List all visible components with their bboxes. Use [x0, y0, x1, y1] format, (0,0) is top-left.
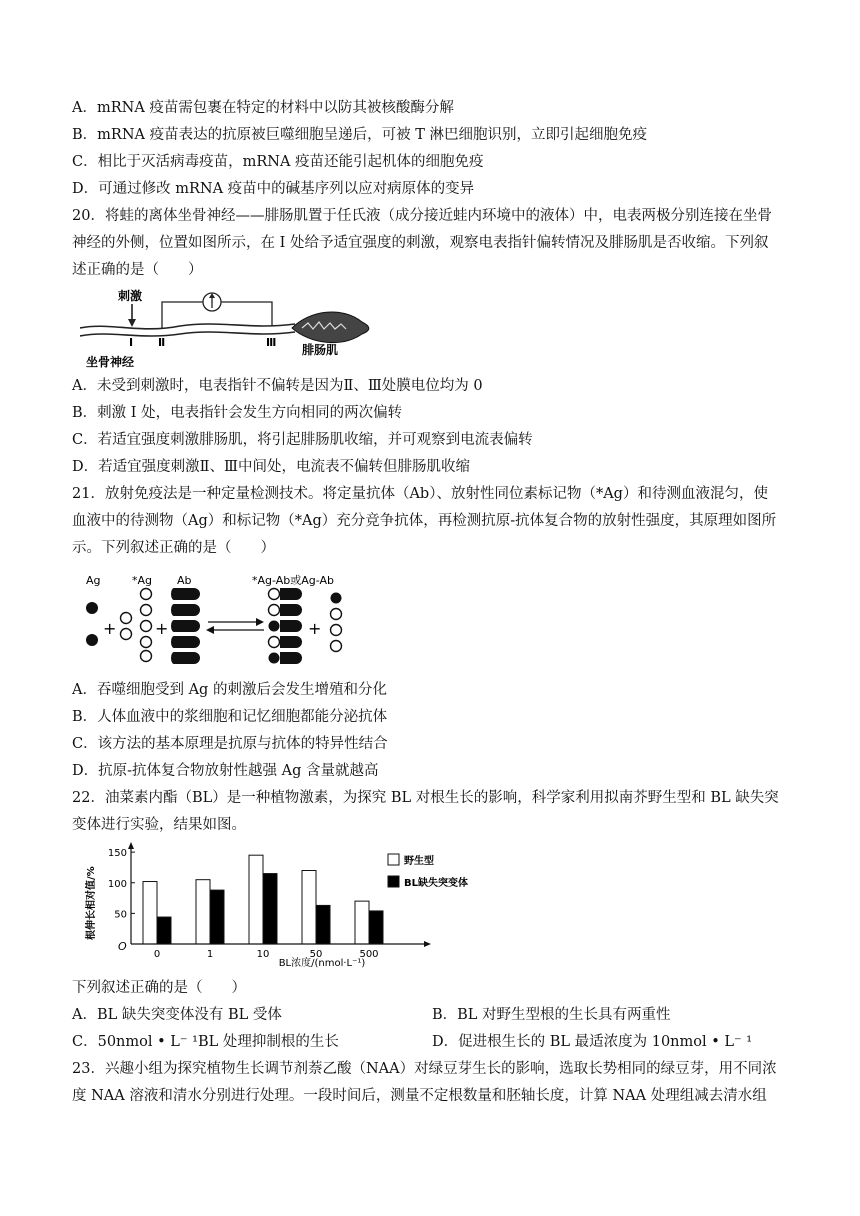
- star-ag-molecule: [141, 605, 152, 616]
- y-tick-label: 100: [107, 878, 127, 890]
- q23-stem-line1: 23．兴趣小组为探究植物生长调节剂萘乙酸（NAA）对绿豆芽生长的影响，选取长势相同的绿豆芽，用不同浓: [72, 1061, 777, 1077]
- bar-bl-mutant: [369, 911, 383, 944]
- q22-stem-line1: 22．油菜素内酯（BL）是一种植物激素，为探究 BL 对根生长的影响，科学家利用拟南芥野生型和 BL 缺失突: [72, 790, 779, 806]
- ab-label: Ab: [177, 574, 192, 587]
- chart-x-axis-label: BL浓度/(nmol·L⁻¹): [278, 958, 366, 969]
- star-ag-molecule: [141, 651, 152, 662]
- legend-swatch: [388, 854, 399, 865]
- nerve-label: 坐骨神经: [86, 355, 135, 369]
- free-antigens: [331, 593, 342, 652]
- complex-label: *Ag-Ab或Ag-Ab: [252, 574, 334, 587]
- plus-sign: +: [103, 619, 117, 638]
- q22-option-c: C．50nmol • L⁻ ¹BL 处理抑制根的生长: [72, 1034, 339, 1050]
- plus-sign: +: [308, 619, 322, 638]
- q21-option-d: D．抗原-抗体复合物放射性越强 Ag 含量就越高: [72, 763, 379, 779]
- q19-option-b: B．mRNA 疫苗表达的抗原被巨噬细胞呈递后，可被 T 淋巴细胞识别，立即引起细胞免疫: [72, 127, 647, 143]
- q20-option-d: D．若适宜强度刺激Ⅱ、Ⅲ中间处，电流表不偏转但腓肠肌收缩: [72, 459, 470, 475]
- q20-stem-line2: 神经的外侧，位置如图所示，在 Ⅰ 处给予适宜强度的刺激，观察电表指针偏转情况及腓肠肌是否收缩。下列叙: [72, 235, 769, 251]
- bar-bl-mutant: [157, 917, 171, 944]
- x-tick-label: 10: [256, 949, 270, 960]
- ab-antibody-stack: [171, 588, 200, 664]
- x-tick-label: 50: [309, 949, 323, 960]
- equilibrium-arrows: [206, 618, 264, 634]
- star-ag-molecule: [141, 621, 152, 632]
- star-ag-molecule: [121, 629, 132, 640]
- star-ag-molecule: [141, 637, 152, 648]
- q21-stem-line1: 21．放射免疫法是一种定量检测技术。将定量抗体（Ab）、放射性同位素标记物（*Ag）和待测血液混匀，使: [72, 486, 768, 502]
- star-ag-molecule: [121, 613, 132, 624]
- bar-bl-mutant: [263, 874, 277, 944]
- bar-wild-type: [355, 901, 369, 944]
- bl-root-growth-chart: [76, 840, 526, 972]
- q20-option-b: B．刺激 Ⅰ 处，电表指针会发生方向相同的两次偏转: [72, 405, 403, 421]
- y-tick-label: 50: [114, 909, 127, 921]
- q22-option-d: D．促进根生长的 BL 最适浓度为 10nmol • L⁻ ¹: [432, 1034, 753, 1050]
- site-2-label: Ⅱ: [158, 336, 166, 349]
- q19-option-c: C．相比于灭活病毒疫苗，mRNA 疫苗还能引起机体的细胞免疫: [72, 154, 484, 170]
- radioimmunoassay-figure: [80, 568, 380, 668]
- y-tick-label: 150: [107, 848, 127, 860]
- bar-wild-type: [196, 880, 210, 944]
- site-1-label: Ⅰ: [129, 336, 134, 349]
- q20-stem-line1: 20．将蛙的离体坐骨神经——腓肠肌置于任氏液（成分接近蛙内环境中的液体）中，电表两极分别连接在坐骨: [72, 208, 772, 224]
- q21-option-b: B．人体血液中的浆细胞和记忆细胞都能分泌抗体: [72, 709, 388, 725]
- q20-option-c: C．若适宜强度刺激腓肠肌，将引起腓肠肌收缩，并可观察到电流表偏转: [72, 432, 533, 448]
- x-tick-label: 0: [153, 949, 161, 960]
- q22-option-a: A．BL 缺失突变体没有 BL 受体: [72, 1007, 282, 1023]
- q21-option-c: C．该方法的基本原理是抗原与抗体的特异性结合: [72, 736, 388, 752]
- bar-bl-mutant: [316, 905, 330, 944]
- chart-origin-label: O: [118, 940, 127, 953]
- q21-option-a: A．吞噬细胞受到 Ag 的刺激后会发生增殖和分化: [72, 682, 387, 698]
- q21-stem-line3: 示。下列叙述正确的是（ ）: [72, 540, 275, 556]
- plus-sign: +: [155, 619, 169, 638]
- star-ag-label: *Ag: [132, 574, 153, 587]
- q21-stem-line2: 血液中的待测物（Ag）和标记物（*Ag）充分竞争抗体，再检测抗原-抗体复合物的放射性强度，其原理如图所: [72, 513, 777, 529]
- site-3-label: Ⅲ: [266, 336, 277, 349]
- sciatic-nerve-lower: [80, 332, 295, 336]
- x-tick-label: 1: [206, 949, 214, 960]
- q22-prompt: 下列叙述正确的是（ ）: [72, 980, 246, 996]
- legend-swatch: [388, 876, 399, 887]
- star-ag-molecule: [141, 589, 152, 600]
- ag-molecule: [86, 634, 98, 646]
- q19-option-d: D．可通过修改 mRNA 疫苗中的碱基序列以应对病原体的变异: [72, 181, 475, 197]
- sciatic-nerve-upper: [80, 324, 295, 329]
- ag-label: Ag: [86, 574, 101, 587]
- q20-stem-line3: 述正确的是（ ）: [72, 262, 203, 278]
- q20-option-a: A．未受到刺激时，电表指针不偏转是因为Ⅱ、Ⅲ处膜电位均为 0: [72, 378, 483, 394]
- chart-y-axis-label: 根伸长相对值/%: [86, 866, 97, 940]
- bar-wild-type: [249, 855, 263, 944]
- bar-bl-mutant: [210, 890, 224, 944]
- bar-wild-type: [302, 871, 316, 945]
- nerve-muscle-figure: [80, 284, 380, 374]
- q22-stem-line2: 变体进行实验，结果如图。: [72, 817, 246, 833]
- q19-option-a: A．mRNA 疫苗需包裹在特定的材料中以防其被核酸酶分解: [72, 100, 454, 116]
- q23-stem-line2: 度 NAA 溶液和清水分别进行处理。一段时间后，测量不定根数量和胚轴长度，计算 NAA 处理组减去清水组: [72, 1088, 767, 1104]
- stimulus-label: 刺激: [118, 289, 143, 303]
- antigen-antibody-complexes: [269, 588, 303, 664]
- q22-option-b: B．BL 对野生型根的生长具有两重性: [432, 1007, 671, 1023]
- muscle-label: 腓肠肌: [302, 343, 339, 357]
- legend-label: 野生型: [404, 856, 434, 867]
- ag-molecule: [86, 602, 98, 614]
- bar-wild-type: [143, 882, 157, 944]
- legend-label: BL缺失突变体: [404, 878, 468, 889]
- x-tick-label: 500: [359, 949, 379, 960]
